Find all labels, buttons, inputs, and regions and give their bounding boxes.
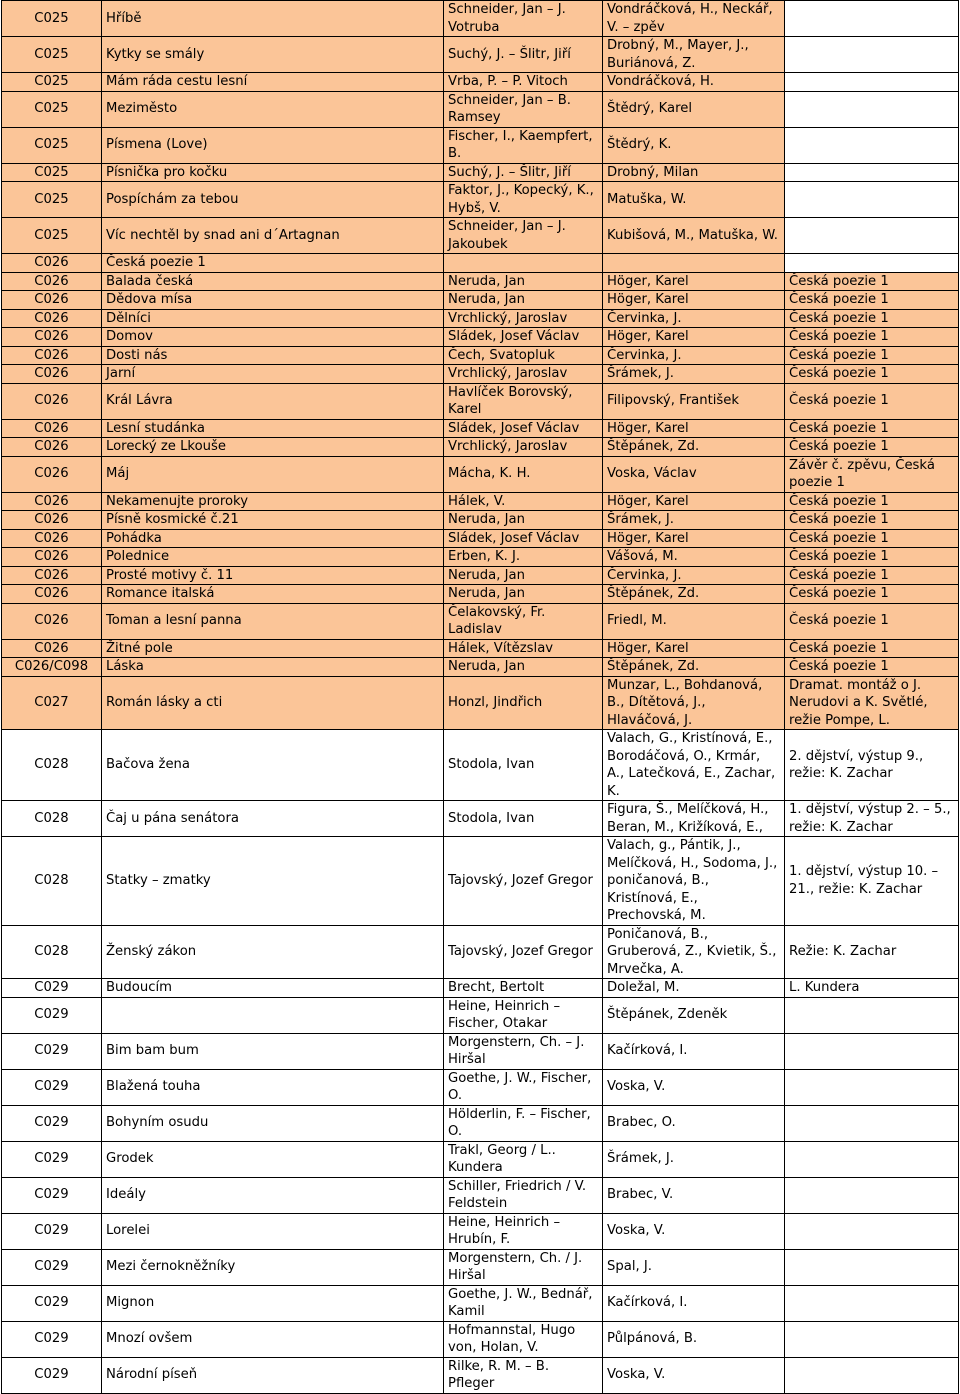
table-row [2,492,959,511]
note-cell [785,91,959,127]
performer-cell: Höger, Karel [603,272,785,291]
performer-cell: Šrámek, J. [603,1141,785,1177]
author-cell: Faktor, J., Kopecký, K., Hybš, V. [444,182,603,218]
code-cell: C026 [2,566,102,585]
note-cell [785,73,959,92]
performer-cell: Doležal, M. [603,979,785,998]
note-cell: Česká poezie 1 [785,658,959,677]
title-cell: Statky – zmatky [102,837,444,926]
performer-cell [603,254,785,273]
title-cell: Blažená touha [102,1069,444,1105]
author-cell: Rilke, R. M. – B. Pfleger [444,1357,603,1393]
note-cell: Režie: K. Zachar [785,925,959,979]
code-cell: C025 [2,163,102,182]
performer-cell: Půlpánová, B. [603,1321,785,1357]
note-cell [785,1105,959,1141]
title-cell: Čaj u pána senátora [102,801,444,837]
code-cell: C026 [2,456,102,492]
author-cell: Sládek, Josef Václav [444,328,603,347]
author-cell: Fischer, I., Kaempfert, B. [444,127,603,163]
table-row [2,529,959,548]
author-cell: Goethe, J. W., Bednář, Kamil [444,1285,603,1321]
code-cell: C026 [2,383,102,419]
title-cell: Polednice [102,548,444,567]
code-cell: C026 [2,328,102,347]
title-cell: Písnička pro kočku [102,163,444,182]
author-cell: Neruda, Jan [444,291,603,310]
table-row [2,801,959,837]
author-cell: Čech, Svatopluk [444,346,603,365]
note-cell [785,127,959,163]
author-cell: Schneider, Jan – B. Ramsey [444,91,603,127]
title-cell: Lorelei [102,1213,444,1249]
performer-cell: Kubišová, M., Matuška, W. [603,218,785,254]
title-cell: Láska [102,658,444,677]
code-cell: C029 [2,1249,102,1285]
code-cell: C026 [2,511,102,530]
author-cell: Suchý, J. – Šlitr, Jiří [444,163,603,182]
title-cell: Romance italská [102,585,444,604]
note-cell [785,218,959,254]
code-cell: C026 [2,309,102,328]
title-cell: Písmena (Love) [102,127,444,163]
code-cell: C027 [2,676,102,730]
code-cell: C026 [2,492,102,511]
performer-cell: Friedl, M. [603,603,785,639]
author-cell: Morgenstern, Ch. / J. Hiršal [444,1249,603,1285]
note-cell: L. Kundera [785,979,959,998]
code-cell: C026 [2,603,102,639]
table-row [2,639,959,658]
table-row [2,37,959,73]
title-cell: Budoucím [102,979,444,998]
title-cell: Lorecký ze Lkouše [102,438,444,457]
code-cell: C025 [2,127,102,163]
performer-cell: Voska, V. [603,1069,785,1105]
performer-cell: Štědrý, K. [603,127,785,163]
code-cell: C025 [2,1,102,37]
performer-cell: Matuška, W. [603,182,785,218]
table-row [2,548,959,567]
author-cell: Havlíček Borovský, Karel [444,383,603,419]
note-cell [785,37,959,73]
note-cell: Česká poezie 1 [785,585,959,604]
note-cell: Česká poezie 1 [785,492,959,511]
code-cell: C029 [2,1105,102,1141]
title-cell: Dosti nás [102,346,444,365]
performer-cell: Červinka, J. [603,346,785,365]
author-cell: Neruda, Jan [444,511,603,530]
author-cell: Tajovský, Jozef Gregor [444,925,603,979]
author-cell: Schneider, Jan – J. Jakoubek [444,218,603,254]
code-cell: C028 [2,801,102,837]
performer-cell: Munzar, L., Bohdanová, B., Dítětová, J., Hlaváčová, J. [603,676,785,730]
author-cell: Erben, K. J. [444,548,603,567]
table-row [2,272,959,291]
code-cell: C029 [2,1033,102,1069]
author-cell [444,254,603,273]
performer-cell: Figura, Š., Melíčková, H., Beran, M., Križíková, E., [603,801,785,837]
table-row [2,1033,959,1069]
note-cell [785,1213,959,1249]
table-row [2,309,959,328]
author-cell: Hálek, V. [444,492,603,511]
performer-cell: Štěpánek, Zd. [603,438,785,457]
note-cell: Česká poezie 1 [785,639,959,658]
table-row [2,218,959,254]
title-cell: Grodek [102,1141,444,1177]
performer-cell: Voska, Václav [603,456,785,492]
title-cell: Bim bam bum [102,1033,444,1069]
author-cell: Heine, Heinrich – Fischer, Otakar [444,997,603,1033]
note-cell [785,1177,959,1213]
note-cell: Česká poezie 1 [785,529,959,548]
table-row [2,254,959,273]
author-cell: Heine, Heinrich – Hrubín, F. [444,1213,603,1249]
performer-cell: Vondráčková, H. [603,73,785,92]
title-cell: Písně kosmické č.21 [102,511,444,530]
performer-cell: Drobný, Milan [603,163,785,182]
code-cell: C029 [2,997,102,1033]
performer-cell: Brabec, O. [603,1105,785,1141]
title-cell: Hříbě [102,1,444,37]
table-row [2,163,959,182]
performer-cell: Šrámek, J. [603,511,785,530]
author-cell: Hofmannstal, Hugo von, Holan, V. [444,1321,603,1357]
table-row [2,1,959,37]
table-row [2,456,959,492]
table-row [2,1213,959,1249]
title-cell: Máj [102,456,444,492]
table-row [2,1357,959,1393]
code-cell: C025 [2,91,102,127]
note-cell: 1. dějství, výstup 10. – 21., režie: K. Zachar [785,837,959,926]
author-cell: Honzl, Jindřich [444,676,603,730]
code-cell: C029 [2,1321,102,1357]
note-cell: Česká poezie 1 [785,438,959,457]
table-row [2,1105,959,1141]
code-cell: C026 [2,272,102,291]
performer-cell: Valach, G., Kristínová, E., Borodáčová, O., Krmár, A., Latečková, E., Zachar, K. [603,730,785,801]
title-cell: Česká poezie 1 [102,254,444,273]
code-cell: C025 [2,73,102,92]
note-cell: Česká poezie 1 [785,548,959,567]
code-cell: C029 [2,1285,102,1321]
title-cell: Kytky se smály [102,37,444,73]
performer-cell: Drobný, M., Mayer, J., Buriánová, Z. [603,37,785,73]
title-cell: Prosté motivy č. 11 [102,566,444,585]
author-cell: Mácha, K. H. [444,456,603,492]
performer-cell: Voska, V. [603,1357,785,1393]
performer-cell: Höger, Karel [603,291,785,310]
table-row [2,438,959,457]
title-cell: Žitné pole [102,639,444,658]
table-row [2,1069,959,1105]
title-cell: Meziměsto [102,91,444,127]
performer-cell: Höger, Karel [603,419,785,438]
note-cell [785,1141,959,1177]
author-cell: Neruda, Jan [444,566,603,585]
title-cell: Bačova žena [102,730,444,801]
note-cell: Česká poezie 1 [785,603,959,639]
performer-cell: Spal, J. [603,1249,785,1285]
table-row [2,328,959,347]
code-cell: C026 [2,438,102,457]
performer-cell: Štěpánek, Zdeněk [603,997,785,1033]
table-row [2,676,959,730]
table-row [2,658,959,677]
code-cell: C026 [2,639,102,658]
title-cell: Domov [102,328,444,347]
table-row [2,1285,959,1321]
performer-cell: Brabec, V. [603,1177,785,1213]
note-cell [785,1321,959,1357]
code-cell: C025 [2,182,102,218]
performer-cell: Filipovský, František [603,383,785,419]
note-cell [785,1069,959,1105]
author-cell: Stodola, Ivan [444,801,603,837]
title-cell: Král Lávra [102,383,444,419]
author-cell: Hálek, Vítězslav [444,639,603,658]
note-cell: Česká poezie 1 [785,346,959,365]
performer-cell: Poničanová, B., Gruberová, Z., Kvietik, Š., Mrvečka, A. [603,925,785,979]
title-cell: Ideály [102,1177,444,1213]
code-cell: C029 [2,1177,102,1213]
title-cell: Jarní [102,365,444,384]
title-cell: Víc nechtěl by snad ani d´Artagnan [102,218,444,254]
author-cell: Vrchlický, Jaroslav [444,365,603,384]
note-cell: Česká poezie 1 [785,383,959,419]
table-row [2,1141,959,1177]
performer-cell: Höger, Karel [603,639,785,658]
code-cell: C029 [2,1069,102,1105]
note-cell: Česká poezie 1 [785,291,959,310]
code-cell: C025 [2,218,102,254]
performer-cell: Štěpánek, Zd. [603,658,785,677]
note-cell [785,1,959,37]
table-row [2,730,959,801]
table-row [2,182,959,218]
code-cell: C029 [2,1141,102,1177]
table-row [2,346,959,365]
code-cell: C026 [2,585,102,604]
code-cell: C026/C098 [2,658,102,677]
table-row [2,997,959,1033]
title-cell: Dělníci [102,309,444,328]
author-cell: Suchý, J. – Šlitr, Jiří [444,37,603,73]
performer-cell: Štědrý, Karel [603,91,785,127]
author-cell: Čelakovský, Fr. Ladislav [444,603,603,639]
note-cell: Česká poezie 1 [785,309,959,328]
author-cell: Schneider, Jan – J. Votruba [444,1,603,37]
catalog-body [2,1,959,1394]
author-cell: Vrchlický, Jaroslav [444,438,603,457]
code-cell: C026 [2,291,102,310]
code-cell: C026 [2,548,102,567]
table-row [2,603,959,639]
table-row [2,365,959,384]
table-row [2,837,959,926]
note-cell: Česká poezie 1 [785,328,959,347]
note-cell [785,182,959,218]
note-cell: Česká poezie 1 [785,419,959,438]
performer-cell: Vondráčková, H., Neckář, V. – zpěv [603,1,785,37]
author-cell: Morgenstern, Ch. – J. Hiršal [444,1033,603,1069]
author-cell: Vrchlický, Jaroslav [444,309,603,328]
code-cell: C028 [2,730,102,801]
author-cell: Neruda, Jan [444,658,603,677]
code-cell: C029 [2,1213,102,1249]
title-cell: Bohyním osudu [102,1105,444,1141]
title-cell: Ženský zákon [102,925,444,979]
performer-cell: Červinka, J. [603,566,785,585]
note-cell: Závěr č. zpěvu, Česká poezie 1 [785,456,959,492]
author-cell: Trakl, Georg / L.. Kundera [444,1141,603,1177]
code-cell: C026 [2,529,102,548]
table-row [2,511,959,530]
code-cell: C026 [2,419,102,438]
table-row [2,979,959,998]
performer-cell: Šrámek, J. [603,365,785,384]
note-cell [785,1249,959,1285]
table-row [2,585,959,604]
note-cell [785,1357,959,1393]
author-cell: Stodola, Ivan [444,730,603,801]
catalog-table [1,0,959,1394]
performer-cell: Höger, Karel [603,529,785,548]
title-cell: Mignon [102,1285,444,1321]
table-row [2,291,959,310]
author-cell: Schiller, Friedrich / V. Feldstein [444,1177,603,1213]
performer-cell: Kačírková, I. [603,1033,785,1069]
performer-cell: Höger, Karel [603,328,785,347]
performer-cell: Kačírková, I. [603,1285,785,1321]
note-cell: Česká poezie 1 [785,511,959,530]
table-row [2,127,959,163]
note-cell [785,997,959,1033]
code-cell: C028 [2,837,102,926]
table-row [2,1177,959,1213]
author-cell: Tajovský, Jozef Gregor [444,837,603,926]
note-cell [785,1033,959,1069]
title-cell: Balada česká [102,272,444,291]
performer-cell: Valach, g., Pántik, J., Melíčková, H., Sodoma, J., poničanová, B., Kristínová, E., Prechovská, M. [603,837,785,926]
note-cell: Dramat. montáž o J. Nerudovi a K. Světlé, režie Pompe, L. [785,676,959,730]
title-cell: Román lásky a cti [102,676,444,730]
performer-cell: Höger, Karel [603,492,785,511]
title-cell: Mnozí ovšem [102,1321,444,1357]
table-row [2,566,959,585]
title-cell [102,997,444,1033]
code-cell: C028 [2,925,102,979]
table-row [2,419,959,438]
code-cell: C026 [2,365,102,384]
code-cell: C026 [2,346,102,365]
table-row [2,383,959,419]
performer-cell: Červinka, J. [603,309,785,328]
note-cell [785,254,959,273]
title-cell: Mám ráda cestu lesní [102,73,444,92]
author-cell: Brecht, Bertolt [444,979,603,998]
note-cell: Česká poezie 1 [785,365,959,384]
author-cell: Sládek, Josef Václav [444,419,603,438]
note-cell: Česká poezie 1 [785,272,959,291]
code-cell: C029 [2,979,102,998]
performer-cell: Voska, V. [603,1213,785,1249]
note-cell [785,163,959,182]
code-cell: C025 [2,37,102,73]
table-row [2,925,959,979]
author-cell: Sládek, Josef Václav [444,529,603,548]
title-cell: Mezi černokněžníky [102,1249,444,1285]
title-cell: Dědova mísa [102,291,444,310]
table-row [2,1321,959,1357]
performer-cell: Vášová, M. [603,548,785,567]
table-row [2,73,959,92]
author-cell: Goethe, J. W., Fischer, O. [444,1069,603,1105]
title-cell: Lesní studánka [102,419,444,438]
table-row [2,1249,959,1285]
performer-cell: Štěpánek, Zd. [603,585,785,604]
author-cell: Neruda, Jan [444,272,603,291]
title-cell: Národní píseň [102,1357,444,1393]
author-cell: Hölderlin, F. – Fischer, O. [444,1105,603,1141]
title-cell: Nekamenujte proroky [102,492,444,511]
note-cell: 1. dějství, výstup 2. – 5., režie: K. Zachar [785,801,959,837]
code-cell: C029 [2,1357,102,1393]
code-cell: C026 [2,254,102,273]
title-cell: Pospíchám za tebou [102,182,444,218]
note-cell: 2. dějství, výstup 9., režie: K. Zachar [785,730,959,801]
title-cell: Pohádka [102,529,444,548]
note-cell [785,1285,959,1321]
title-cell: Toman a lesní panna [102,603,444,639]
author-cell: Neruda, Jan [444,585,603,604]
table-row [2,91,959,127]
note-cell: Česká poezie 1 [785,566,959,585]
author-cell: Vrba, P. – P. Vitoch [444,73,603,92]
